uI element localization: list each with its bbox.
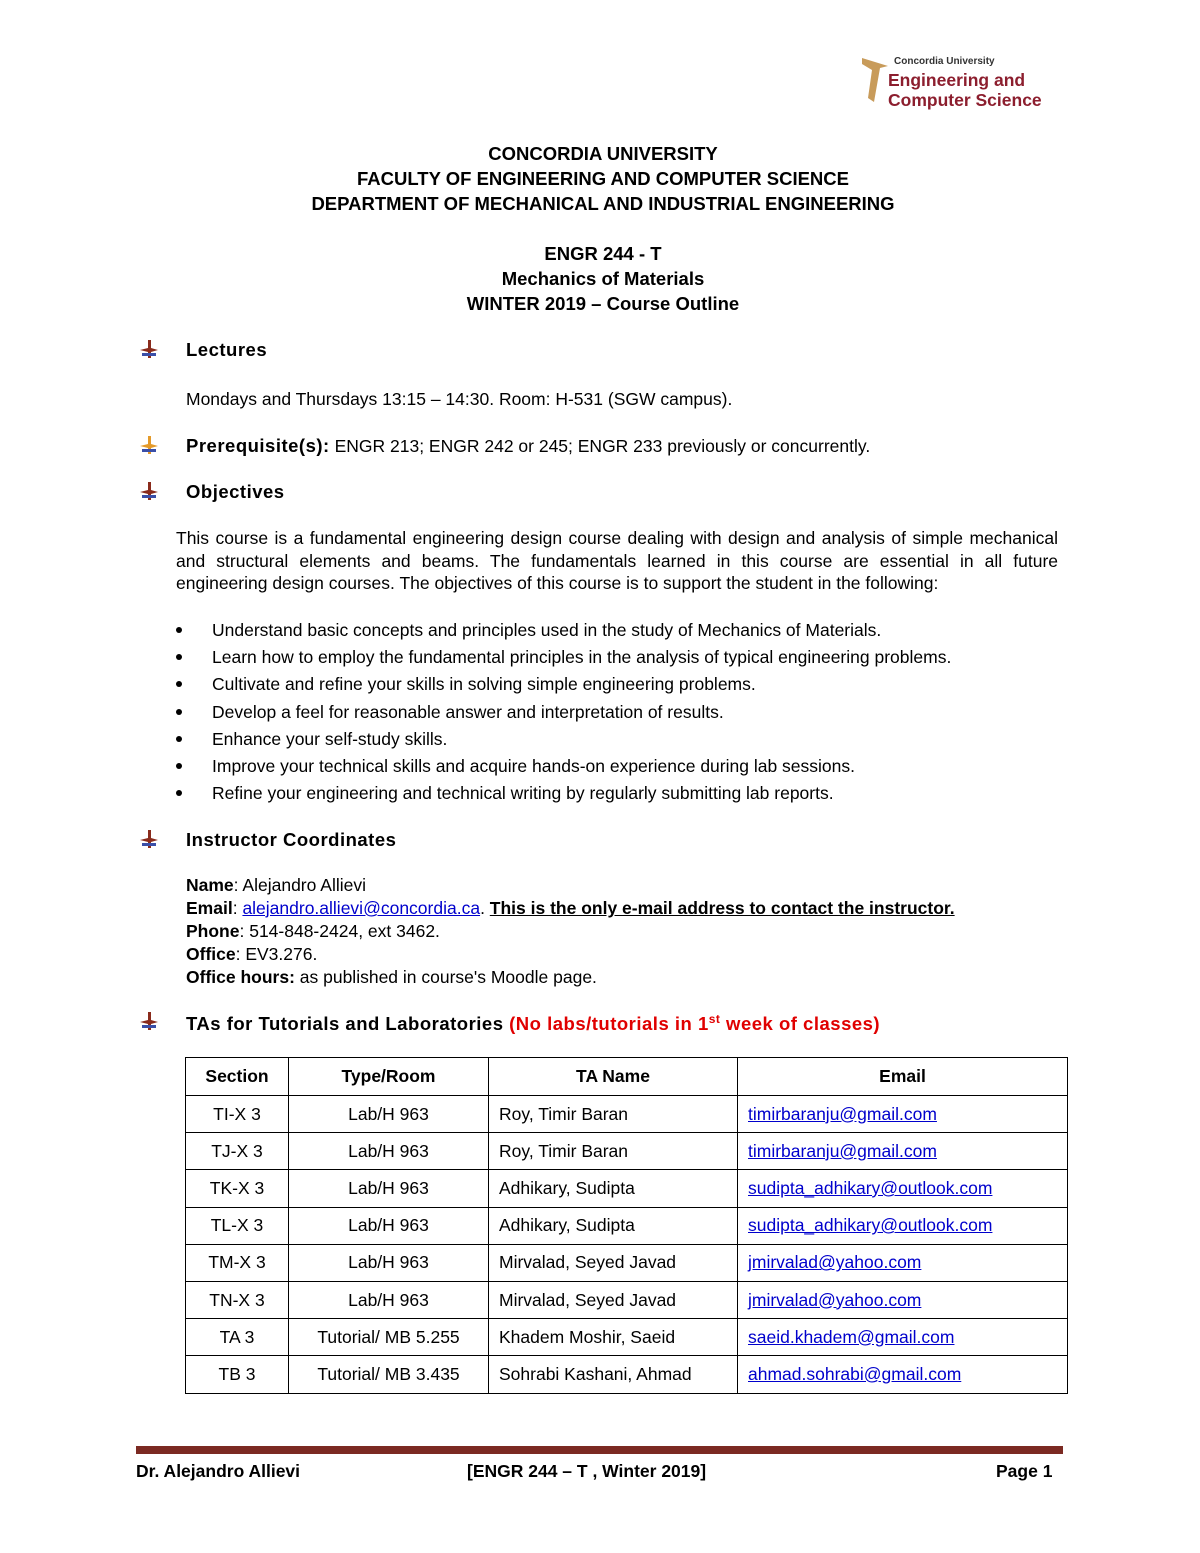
instructor-name-row xyxy=(186,874,955,897)
department-title: DEPARTMENT OF MECHANICAL AND INDUSTRIAL ENGINEERING xyxy=(311,193,895,214)
instructor-email-row xyxy=(186,897,955,920)
ta-name-cell: Adhikary, Sudipta xyxy=(489,1207,738,1244)
bullet-dot-icon xyxy=(176,709,182,715)
name-label: Name xyxy=(186,875,234,895)
table-row xyxy=(186,1096,1068,1133)
table-row xyxy=(186,1356,1068,1393)
table-row xyxy=(186,1133,1068,1170)
table-header-row xyxy=(186,1058,1068,1096)
course-code: ENGR 244 - T xyxy=(544,243,662,264)
email-label: Email xyxy=(186,898,233,918)
list-item xyxy=(176,645,951,672)
instructor-phone-row xyxy=(186,920,955,943)
email-cell xyxy=(738,1319,1068,1356)
prerequisites-line xyxy=(186,435,870,457)
email-cell xyxy=(738,1244,1068,1281)
column-header: Email xyxy=(738,1058,1068,1096)
bullet-dot-icon xyxy=(176,736,182,742)
course-term: WINTER 2019 – Course Outline xyxy=(466,293,740,314)
section-cell: TA 3 xyxy=(186,1319,289,1356)
email-cell xyxy=(738,1356,1068,1393)
room-cell: Lab/H 963 xyxy=(289,1133,489,1170)
objective-text: Cultivate and refine your skills in solving simple engineering problems. xyxy=(212,674,756,695)
phone-value: : 514-848-2424, ext 3462. xyxy=(239,921,440,941)
footer-divider xyxy=(136,1446,1063,1454)
prerequisites-text: ENGR 213; ENGR 242 or 245; ENGR 233 previously or concurrently. xyxy=(329,436,871,456)
table-row xyxy=(186,1244,1068,1281)
objective-text: Refine your engineering and technical writing by regularly submitting lab reports. xyxy=(212,783,834,804)
section-cell: TI-X 3 xyxy=(186,1096,289,1133)
arrow-bullet-icon xyxy=(140,1012,158,1030)
ta-name-cell: Sohrabi Kashani, Ahmad xyxy=(489,1356,738,1393)
objective-text: Understand basic concepts and principles used in the study of Mechanics of Materials. xyxy=(212,620,882,640)
email-after: . xyxy=(480,898,490,918)
tas-heading-line xyxy=(186,1012,880,1035)
ta-email-link[interactable]: jmirvalad@yahoo.com xyxy=(748,1252,922,1273)
room-cell: Lab/H 963 xyxy=(289,1244,489,1281)
arrow-bullet-icon xyxy=(140,482,158,500)
room-cell: Lab/H 963 xyxy=(289,1281,489,1318)
column-header: Type/Room xyxy=(289,1058,489,1096)
tas-note-prefix: (No labs/tutorials in 1 xyxy=(509,1013,709,1035)
ta-name-cell: Roy, Timir Baran xyxy=(489,1133,738,1170)
email-cell xyxy=(738,1207,1068,1244)
prerequisites-heading: Prerequisite(s): xyxy=(186,435,330,456)
instructor-hours-row xyxy=(186,966,955,989)
logo-university: Concordia University xyxy=(894,56,995,67)
office-value: : EV3.276. xyxy=(235,944,318,964)
tas-heading: TAs for Tutorials and Laboratories xyxy=(186,1013,504,1035)
ta-email-link[interactable]: timirbaranju@gmail.com xyxy=(748,1103,937,1124)
email-cell xyxy=(738,1133,1068,1170)
section-cell: TM-X 3 xyxy=(186,1244,289,1281)
table-row xyxy=(186,1319,1068,1356)
list-item xyxy=(176,754,951,781)
bullet-dot-icon xyxy=(176,681,182,687)
objective-text: Develop a feel for reasonable answer and interpretation of results. xyxy=(212,701,724,722)
email-cell xyxy=(738,1281,1068,1318)
list-item xyxy=(176,700,951,727)
column-header: TA Name xyxy=(489,1058,738,1096)
email-notice: This is the only e-mail address to contact the instructor. xyxy=(489,898,955,918)
instructor-office-row xyxy=(186,943,955,966)
section-cell: TJ-X 3 xyxy=(186,1133,289,1170)
footer-course: [ENGR 244 – T , Winter 2019] xyxy=(467,1461,707,1481)
ta-email-link[interactable]: sudipta_adhikary@outlook.com xyxy=(748,1215,993,1236)
list-item xyxy=(176,727,951,754)
ta-name-cell: Mirvalad, Seyed Javad xyxy=(489,1244,738,1281)
email-sep: : xyxy=(232,898,243,918)
logo-line2: Computer Science xyxy=(888,90,1042,110)
ta-name-cell: Khadem Moshir, Saeid xyxy=(489,1319,738,1356)
ta-email-link[interactable]: timirbaranju@gmail.com xyxy=(748,1140,937,1161)
room-cell: Lab/H 963 xyxy=(289,1207,489,1244)
lectures-text: Mondays and Thursdays 13:15 – 14:30. Room: H-531 (SGW campus). xyxy=(186,389,733,409)
office-label: Office xyxy=(186,944,236,964)
logo-mark-icon xyxy=(862,58,890,102)
objectives-paragraph: This course is a fundamental engineering design course dealing with design and analysis of simple mechanical and structural elements and beams. The fundamentals learned in this course are essential in all future engineering design courses. The objectives of this course is to support the student in the following: xyxy=(176,528,1058,593)
hours-value: as published in course's Moodle page. xyxy=(294,967,597,987)
tas-note xyxy=(509,1013,880,1034)
footer-page-number: Page 1 xyxy=(996,1461,1053,1481)
bullet-dot-icon xyxy=(176,654,182,660)
bullet-dot-icon xyxy=(176,763,182,769)
email-cell xyxy=(738,1170,1068,1207)
instructor-email-link[interactable]: alejandro.allievi@concordia.ca xyxy=(242,898,481,918)
objective-text: Improve your technical skills and acquire hands-on experience during lab sessions. xyxy=(212,755,855,776)
email-cell xyxy=(738,1096,1068,1133)
phone-label: Phone xyxy=(186,921,240,941)
table-row xyxy=(186,1281,1068,1318)
instructor-coordinates xyxy=(186,874,955,989)
ta-name-cell: Roy, Timir Baran xyxy=(489,1096,738,1133)
logo-line1: Engineering and xyxy=(888,70,1026,90)
tas-note-sup: st xyxy=(708,1012,721,1026)
ta-name-cell: Adhikary, Sudipta xyxy=(489,1170,738,1207)
ta-name-cell: Mirvalad, Seyed Javad xyxy=(489,1281,738,1318)
ta-table xyxy=(185,1057,1068,1394)
objectives-heading: Objectives xyxy=(186,481,285,502)
section-cell: TB 3 xyxy=(186,1356,289,1393)
arrow-bullet-icon xyxy=(140,830,158,848)
bullet-dot-icon xyxy=(176,790,182,796)
tas-note-suffix: week of classes) xyxy=(720,1013,881,1035)
ta-email-link[interactable]: jmirvalad@yahoo.com xyxy=(748,1289,922,1310)
table-row xyxy=(186,1170,1068,1207)
objective-text: Learn how to employ the fundamental principles in the analysis of typical engineering problems. xyxy=(212,647,952,668)
course-name: Mechanics of Materials xyxy=(501,268,705,289)
section-cell: TN-X 3 xyxy=(186,1281,289,1318)
list-item xyxy=(176,672,951,699)
list-item xyxy=(176,618,951,645)
ta-email-link[interactable]: sudipta_adhikary@outlook.com xyxy=(748,1177,993,1198)
room-cell: Tutorial/ MB 3.435 xyxy=(289,1356,489,1393)
list-item xyxy=(176,781,951,808)
room-cell: Tutorial/ MB 5.255 xyxy=(289,1319,489,1356)
room-cell: Lab/H 963 xyxy=(289,1096,489,1133)
bullet-dot-icon xyxy=(176,627,182,633)
ta-email-link[interactable]: saeid.khadem@gmail.com xyxy=(748,1326,955,1347)
arrow-bullet-icon xyxy=(140,340,158,358)
section-cell: TK-X 3 xyxy=(186,1170,289,1207)
hours-label: Office hours: xyxy=(186,967,295,987)
arrow-bullet-icon xyxy=(140,436,158,454)
section-cell: TL-X 3 xyxy=(186,1207,289,1244)
faculty-logo xyxy=(862,56,1062,112)
table-row xyxy=(186,1207,1068,1244)
faculty-title: FACULTY OF ENGINEERING AND COMPUTER SCIENCE xyxy=(357,168,849,189)
name-value: : Alejandro Allievi xyxy=(233,875,366,895)
objectives-list xyxy=(176,618,951,808)
lectures-heading: Lectures xyxy=(186,339,268,360)
room-cell: Lab/H 963 xyxy=(289,1170,489,1207)
objective-text: Enhance your self-study skills. xyxy=(212,728,448,749)
footer-author: Dr. Alejandro Allievi xyxy=(136,1461,301,1481)
ta-email-link[interactable]: ahmad.sohrabi@gmail.com xyxy=(748,1363,962,1384)
column-header: Section xyxy=(186,1058,289,1096)
university-title: CONCORDIA UNIVERSITY xyxy=(488,143,718,164)
instructor-heading: Instructor Coordinates xyxy=(186,829,397,850)
